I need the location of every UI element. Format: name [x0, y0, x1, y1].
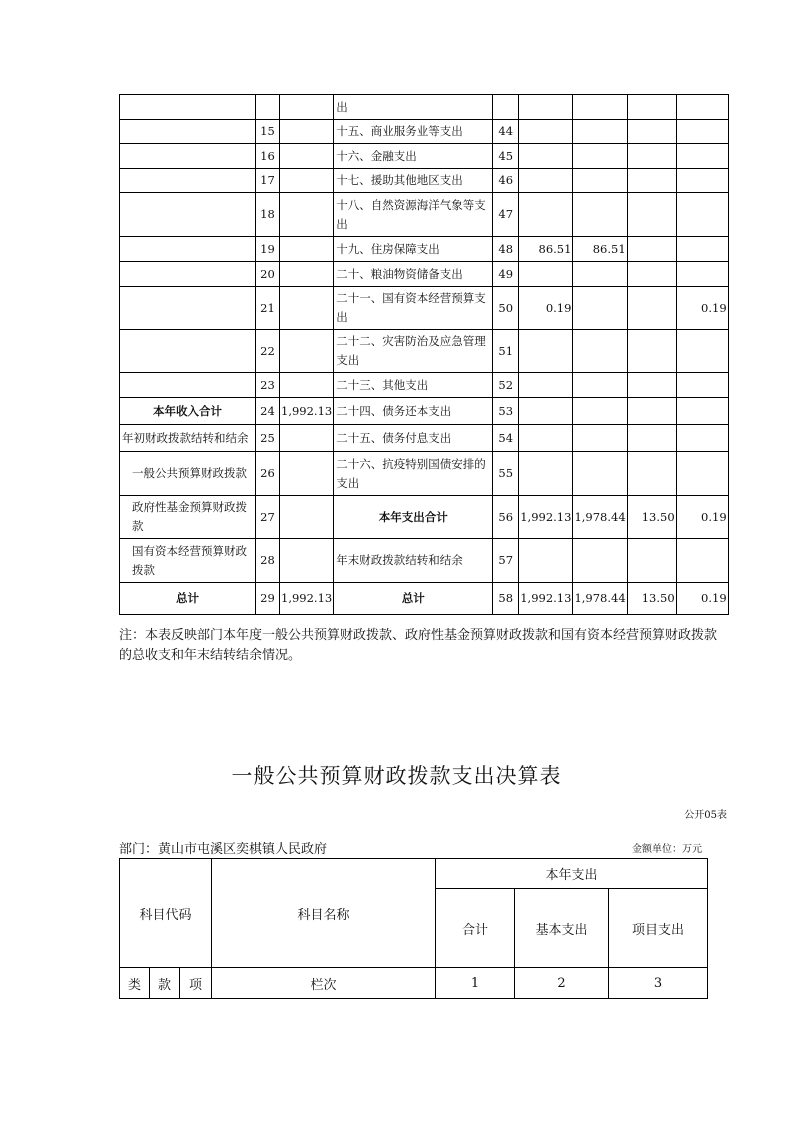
general-budget — [573, 425, 627, 452]
expense-index: 53 — [493, 398, 519, 425]
general-budget: 1,978.44 — [573, 496, 627, 539]
income-label: 总计 — [120, 583, 256, 615]
table-row — [120, 193, 729, 237]
expense-total: 86.51 — [519, 237, 573, 262]
table-row — [120, 237, 729, 262]
income-index: 29 — [256, 583, 280, 615]
expense-index: 52 — [493, 373, 519, 398]
expense-index: 50 — [493, 287, 519, 330]
expense-index: 49 — [493, 262, 519, 287]
table-row — [120, 262, 729, 287]
expense-item: 年末财政拨款结转和结余 — [334, 539, 493, 583]
expense-total — [519, 539, 573, 583]
state-capital-budget: 0.19 — [676, 496, 728, 539]
amount-unit-label: 金额单位：万元 — [632, 844, 702, 855]
state-capital-budget — [676, 193, 728, 237]
state-capital-budget — [676, 330, 728, 373]
state-capital-budget — [676, 452, 728, 496]
state-capital-budget — [676, 398, 728, 425]
fund-budget — [627, 237, 676, 262]
income-value — [280, 539, 334, 583]
fund-budget — [627, 398, 676, 425]
column-number-1: 1 — [436, 968, 515, 999]
fund-budget — [627, 539, 676, 583]
income-index: 27 — [256, 496, 280, 539]
expense-total: 1,992.13 — [519, 496, 573, 539]
income-value — [280, 452, 334, 496]
state-capital-budget — [676, 237, 728, 262]
income-value: 1,992.13 — [280, 398, 334, 425]
section-header: 款 — [150, 968, 180, 999]
fund-budget — [627, 373, 676, 398]
general-budget — [573, 262, 627, 287]
general-budget — [573, 169, 627, 193]
income-index: 23 — [256, 373, 280, 398]
income-label — [120, 237, 256, 262]
income-label — [120, 330, 256, 373]
expense-index: 47 — [493, 193, 519, 237]
table-row — [120, 330, 729, 373]
fund-budget — [627, 120, 676, 144]
header-row — [120, 968, 708, 999]
state-capital-budget — [676, 169, 728, 193]
item-header: 项 — [180, 968, 212, 999]
expense-total — [519, 373, 573, 398]
income-index: 22 — [256, 330, 280, 373]
total-header: 合计 — [436, 889, 515, 968]
expense-total — [519, 398, 573, 425]
state-capital-budget — [676, 120, 728, 144]
income-index: 20 — [256, 262, 280, 287]
income-label — [120, 373, 256, 398]
income-label: 国有资本经营预算财政拨款 — [120, 539, 256, 583]
column-index-header: 栏次 — [212, 968, 436, 999]
fund-budget — [627, 452, 676, 496]
income-expense-table — [119, 94, 729, 615]
general-budget — [573, 287, 627, 330]
general-budget — [573, 95, 627, 120]
expense-detail-table — [119, 858, 708, 999]
income-index: 24 — [256, 398, 280, 425]
fund-budget — [627, 95, 676, 120]
income-label: 本年收入合计 — [120, 398, 256, 425]
expense-index: 56 — [493, 496, 519, 539]
income-label — [120, 144, 256, 169]
expense-item: 十六、金融支出 — [334, 144, 493, 169]
fund-budget — [627, 193, 676, 237]
income-value — [280, 287, 334, 330]
income-value — [280, 95, 334, 120]
income-value — [280, 144, 334, 169]
expense-total: 1,992.13 — [519, 583, 573, 615]
income-value: 1,992.13 — [280, 583, 334, 615]
expense-item: 十八、自然资源海洋气象等支出 — [334, 193, 493, 237]
table-row — [120, 398, 729, 425]
table-row — [120, 496, 729, 539]
fund-budget: 13.50 — [627, 583, 676, 615]
fund-budget — [627, 169, 676, 193]
state-capital-budget: 0.19 — [676, 287, 728, 330]
expense-item: 二十二、灾害防治及应急管理支出 — [334, 330, 493, 373]
expense-item: 二十一、国有资本经营预算支出 — [334, 287, 493, 330]
income-index: 17 — [256, 169, 280, 193]
expense-item: 二十六、抗疫特别国债安排的支出 — [334, 452, 493, 496]
page-title: 一般公共预算财政拨款支出决算表 — [231, 764, 562, 788]
income-index: 15 — [256, 120, 280, 144]
income-index: 18 — [256, 193, 280, 237]
expense-index: 48 — [493, 237, 519, 262]
income-value — [280, 330, 334, 373]
general-budget: 86.51 — [573, 237, 627, 262]
form-code: 公开05表 — [684, 810, 727, 821]
income-index: 21 — [256, 287, 280, 330]
fund-budget — [627, 330, 676, 373]
general-budget — [573, 452, 627, 496]
expense-index: 58 — [493, 583, 519, 615]
income-value — [280, 425, 334, 452]
table-row — [120, 425, 729, 452]
expense-item: 二十、粮油物资储备支出 — [334, 262, 493, 287]
income-index: 16 — [256, 144, 280, 169]
table-note: 注：本表反映部门本年度一般公共预算财政拨款、政府性基金预算财政拨款和国有资本经营预算财政拨款的总收支和年末结转结余情况。 — [119, 628, 718, 663]
fund-budget — [627, 425, 676, 452]
state-capital-budget — [676, 373, 728, 398]
department-label: 部门：黄山市屯溪区奕棋镇人民政府 — [119, 842, 328, 857]
table-row — [120, 539, 729, 583]
expense-item: 出 — [334, 95, 493, 120]
expense-index: 44 — [493, 120, 519, 144]
expense-item: 十七、援助其他地区支出 — [334, 169, 493, 193]
expense-total — [519, 95, 573, 120]
income-index: 19 — [256, 237, 280, 262]
income-value — [280, 262, 334, 287]
general-budget — [573, 193, 627, 237]
column-number-2: 2 — [515, 968, 609, 999]
state-capital-budget — [676, 95, 728, 120]
fund-budget — [627, 262, 676, 287]
general-budget — [573, 539, 627, 583]
expense-total — [519, 193, 573, 237]
income-label — [120, 169, 256, 193]
general-budget — [573, 373, 627, 398]
expense-item: 本年支出合计 — [334, 496, 493, 539]
expense-total — [519, 452, 573, 496]
expense-index: 51 — [493, 330, 519, 373]
expense-index: 54 — [493, 425, 519, 452]
expense-item: 二十四、债务还本支出 — [334, 398, 493, 425]
expense-total: 0.19 — [519, 287, 573, 330]
class-header: 类 — [120, 968, 150, 999]
income-label: 一般公共预算财政拨款 — [120, 452, 256, 496]
general-budget — [573, 398, 627, 425]
income-label — [120, 120, 256, 144]
table-row — [120, 452, 729, 496]
expense-total — [519, 262, 573, 287]
income-index: 26 — [256, 452, 280, 496]
income-label — [120, 193, 256, 237]
subject-name-header: 科目名称 — [212, 859, 436, 968]
expense-total — [519, 330, 573, 373]
income-value — [280, 169, 334, 193]
year-expense-header: 本年支出 — [436, 859, 708, 889]
table-row — [120, 583, 729, 615]
table-row — [120, 169, 729, 193]
general-budget — [573, 330, 627, 373]
income-label — [120, 287, 256, 330]
expense-item: 二十三、其他支出 — [334, 373, 493, 398]
fund-budget: 13.50 — [627, 496, 676, 539]
expense-total — [519, 120, 573, 144]
state-capital-budget — [676, 539, 728, 583]
general-budget — [573, 144, 627, 169]
income-index — [256, 95, 280, 120]
expense-item: 总计 — [334, 583, 493, 615]
income-index: 25 — [256, 425, 280, 452]
table-row — [120, 287, 729, 330]
income-value — [280, 120, 334, 144]
table-row — [120, 373, 729, 398]
income-label: 年初财政拨款结转和结余 — [120, 425, 256, 452]
expense-index: 55 — [493, 452, 519, 496]
fund-budget — [627, 144, 676, 169]
income-value — [280, 496, 334, 539]
expense-item: 二十五、债务付息支出 — [334, 425, 493, 452]
project-expense-header: 项目支出 — [609, 889, 708, 968]
income-index: 28 — [256, 539, 280, 583]
header-row — [120, 859, 708, 889]
state-capital-budget — [676, 144, 728, 169]
expense-index: 57 — [493, 539, 519, 583]
state-capital-budget — [676, 262, 728, 287]
state-capital-budget: 0.19 — [676, 583, 728, 615]
expense-item: 十九、住房保障支出 — [334, 237, 493, 262]
expense-index — [493, 95, 519, 120]
income-label: 政府性基金预算财政拨款 — [120, 496, 256, 539]
table-row — [120, 144, 729, 169]
fund-budget — [627, 287, 676, 330]
income-label — [120, 95, 256, 120]
general-budget: 1,978.44 — [573, 583, 627, 615]
expense-index: 46 — [493, 169, 519, 193]
expense-item: 十五、商业服务业等支出 — [334, 120, 493, 144]
basic-expense-header: 基本支出 — [515, 889, 609, 968]
expense-total — [519, 425, 573, 452]
income-value — [280, 373, 334, 398]
income-value — [280, 237, 334, 262]
expense-total — [519, 144, 573, 169]
table-row — [120, 120, 729, 144]
subject-code-header: 科目代码 — [120, 859, 212, 968]
expense-index: 45 — [493, 144, 519, 169]
expense-total — [519, 169, 573, 193]
general-budget — [573, 120, 627, 144]
state-capital-budget — [676, 425, 728, 452]
table-row — [120, 95, 729, 120]
income-label — [120, 262, 256, 287]
column-number-3: 3 — [609, 968, 708, 999]
income-value — [280, 193, 334, 237]
